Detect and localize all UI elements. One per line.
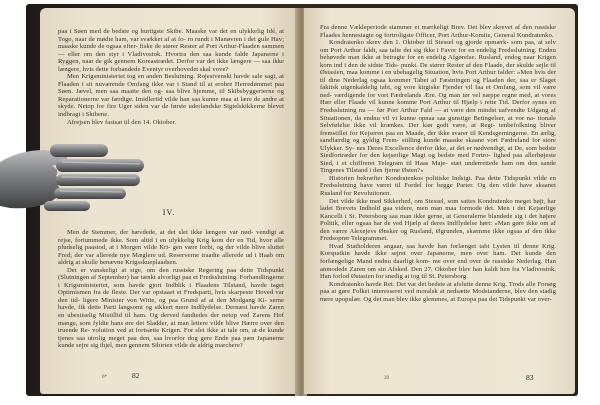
signature-mark: 39 [384, 376, 389, 381]
right-paragraph: Kondratenko havde Ret. Det var det bedste at afslutte denne Krig. Trods alle Forsøg paa at gøre Folket interesseret ved moralsk at nedsætte Modstanderne, blev den stadig mere upopulær. Og det man blev ikke glemmes, at Europa paa det Tidspunkt var over- [320, 280, 556, 303]
right-page-text [320, 24, 556, 303]
right-paragraph: Det vilde ikke med Sikkerhed, om Stessel, som sattes Kondratenko meget højt, har ladet Brevets Indhold gaa videre, men man maa formode det. Men i det Kejserlige Kancelli i St. Petersborg saa man ikke gerne, at Generalerne blandede sig i det højere Politik, eller ogsaa har de ved Hjælp af deres Indflydelse hørt: »Man gøre ikke om af den værre Alexejevs Ønsker og Rusland, Øgrunden, skæmme ikke ogsaa af den ikke Fredsoprør Telegrammet. [320, 197, 556, 243]
left-page-bottom-text [58, 229, 284, 350]
left-paragraph: Men Krigsministeriet tog en anden Beslutning. Rojestvenski havde sale sagt, at Flaaden i sit nuværende Omfang ikke var i Stand til at erobre Herredømmet paa Søen. Jævel, men saa maatte den og- saa blive hjemme, til Skibsbyggerierne og Reparationerne var færdige. Imidlertid vilde han saa kunne maa at lære de andre at skyde. Netop for fire Uger siden var de første uderlandske Sigtelskikkerne blevet indbragt i Skibene. [58, 73, 284, 119]
left-paragraph: paa i Søen med de bedste og hurtigste Skibe. Maaske var det en ulykkelig Idé, at Togo, naar de mødte ham, var svækket af at fo- ro rundt i Manøvren i det gule Hav; maaske kunde de ogsaa efter- fiske de stører Rester af Port Arthur-Flaaden sammen — eller om den styr i Vladivostok. Hvortra den saa kunde falde Japanerne i Ryggen, naar de gik gennem Koreastrædet. Derfor var det ikke længere — saa ikke længere, hvis dette forbandede Eventyr overhovedet skal vove? [58, 28, 284, 73]
right-paragraph: Kondratenko skrev den 1. Oktober til Stessel og gjorde opmærk- som paa, at selv om Port Arthur faldt, saa talte det sig ikke i Favor for en endelig Fredsslutning. Endnu behøvede man ikke at betragte for en endelig Afgørelse. Rusland, endog naar Krigen kom ind i den de sidste Tids- punkt. De stører Rester af den Flaade, der skulde sejle til Østasien, maa komme i en ubehagelig Situation, hvis Port Arthur falder: »Men hvis der til dine Nederlag ogsaa kommer Tabet af Fæstningen og Flaaden der, saa er Slaget faktisk uigenkaldelig tabt, og vore kirgiske Fjender vil faa et Omfang, som vil være ned- værdigende for vort Fædrelands Ære. Og man tør vel næppe regne med, at vores Hær eller Flaade vil kunne komme Port Arthur til Hjælp i rette Tid. Derfor synes en Fredsslutning nu — før Port Arthur Fald — at være den mindst uafvendte Udgang af Situationen, da endnu vil vi kunne opnaa saa gunstige Betingelser, at vor na- tionale Selvfølelse ikke vil krænkes. Der kan godt være, at Regi- tenbefolkning bliver fremstillet for Kejseren paa en Maade, der ikke svarer til Kendsgerningerne. En ærlig, sandfærdig og gyldig Frem- stilling kunde maaske skaane vort Fædreland for store Ulykker. Sy- nes Deres Excellence derfor ikke, at det er nødvendigt, at De, som bedste Stedfortræder for den kejserlige Magt og bedste med Fortro- lighed paa allerhøjeste Sted, i et chiffreret Telegram til Haas Maje- stæt underrettede ham om den sande Tingenes Tilstand i den fjerne Østen?« [320, 39, 556, 175]
metal-hand-page-holder-icon [0, 132, 150, 216]
page-number: 82 [132, 371, 140, 380]
left-paragraph: Afrejsen blev fastsat til den 14. Oktober. [67, 118, 177, 126]
right-paragraph: Fra denne Vækleperiode stammer et mærkeligt Brev. Det blev skrevet af den russiske Flaades hennestagte og fortroligste Officer, Port Arthur-Komite, General Kondratenko. [320, 24, 556, 39]
signature-mark: 6* [102, 375, 107, 380]
chapter-heading: IV. [162, 208, 176, 217]
left-page-top-text [58, 28, 284, 126]
right-paragraph: Historien bekræfter Kondratenkos politiske Indsigt. Paa dette Tidspunkt vilde en Fredsslutning have været til Fordel for begge Parter. Og den vilde have skaanet Rusland for Revolutionen. [320, 174, 556, 198]
right-page [304, 8, 575, 394]
page-number: 83 [526, 373, 534, 382]
left-paragraph: Det er vanskeligt at sige, om den russiske Regering paa dette Tidspunkt (Slutningen af September) har tænkt alvorligt paa et Fredsslutning. Forhandlingerne i Krigsministeriet, som havde gjort Indblik i Flaadens Tilstand, havde taget Optimismen fra de fleste. Der var opstaaet et Fredsparti, hvis skarpeste Hoved var den tid- ligere Minister von Witte, og paa Grund af at den Modgang Ki- serne havde, fik dette Parti langsomt og sikkert mere Indflydelse. Dernæst havde Zaren en ubestiselig Mistillid til ham. Og derved fandtedes der netop ved Zarens Hof mange, som fyldte hans øre det Sladder, at man lettere vilde blive Hærre over den truende Re- volution ved at fortsætte Krigen. For slet ikke at tale om, at de kunde tjenes saa utrolig meget paa den, saa hvorfor dog gere Ende paa pæn Japanerne kunde sejre sig ihjel, men gennem Sibirien vilde de aldrig marchere? [58, 266, 284, 350]
left-paragraph: Men de Stemmer, der hævdede, at det slet ikke længere var nød- vendigt at rejse, fortummede ikke. Som altid i en ulykkelig Krig kom der en Tid, hvor alle pludselig paastod, at i Morgen vilde Kri- gen være forbi, og der vilde blive sluttet Fred; der var allerede nye Mæglere ud. Reserverne traadte allerede ud i Haab om aldrig at skulle benævne Krigsskueplaadsen. [58, 229, 284, 267]
right-paragraph: Hvad Statholderen angaar, saa havde han forlænget tabt Lysten til denne Krig. Korspatkin havde ikke sejret over Japanerne, men over ham. Det kunde den forfængelige Mand endnu daarligt kom- me over end over de russiske Nederlag. Han anmodede Zaren om sin Afsked. Den 27. Oktober blev han kaldt hen fra Vladivostok. Han forlod Østasien for snedig at tog til St. Petersborg. [320, 242, 556, 281]
